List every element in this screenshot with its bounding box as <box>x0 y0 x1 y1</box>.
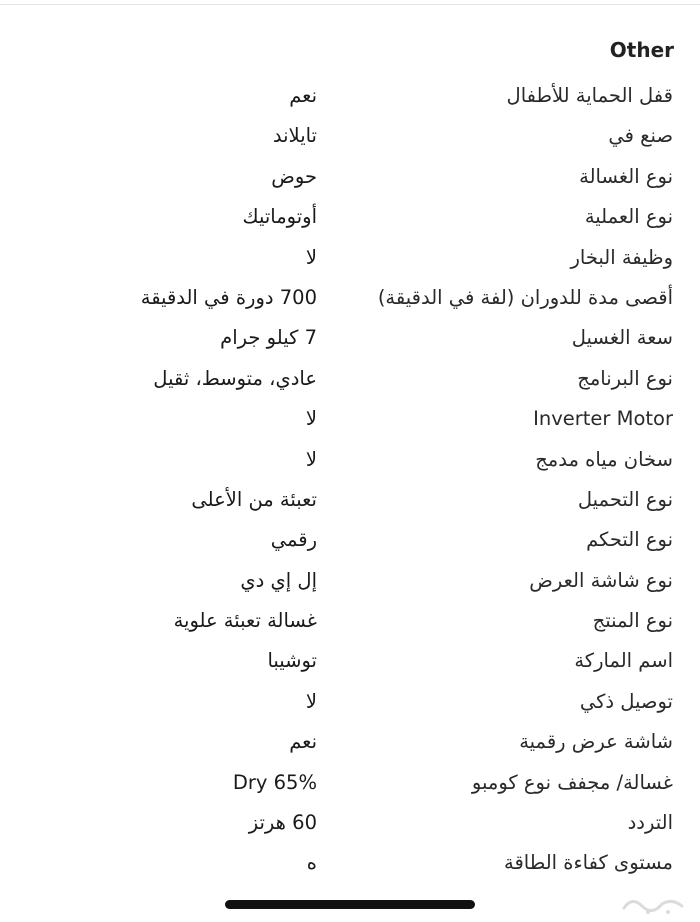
spec-label: نوع التحكم <box>586 528 673 552</box>
spec-value: تعبئة من الأعلى <box>191 487 317 511</box>
spec-row-made-in <box>0 116 700 156</box>
home-indicator[interactable] <box>225 900 475 909</box>
spec-row-operation-type <box>0 197 700 237</box>
spec-row-control-type <box>0 520 700 560</box>
spec-list <box>0 76 700 884</box>
spec-value: لا <box>305 689 317 713</box>
spec-value: أوتوماتيك <box>242 205 317 229</box>
spec-label: وظيفة البخار <box>570 245 673 269</box>
spec-label: نوع البرنامج <box>577 366 673 390</box>
spec-value: نعم <box>289 84 317 107</box>
spec-row-frequency <box>0 803 700 843</box>
spec-value: حوض <box>271 164 317 188</box>
spec-label: أقصى مدة للدوران (لفة في الدقيقة) <box>377 285 673 309</box>
spec-value: 60 هرتز <box>248 811 317 835</box>
spec-label: قفل الحماية للأطفال <box>506 84 673 107</box>
spec-value: 7 كيلو جرام <box>220 326 317 350</box>
spec-value: غسالة تعبئة علوية <box>173 609 317 633</box>
spec-row-brand-name <box>0 641 700 681</box>
spec-value: تايلاند <box>272 124 317 148</box>
spec-label: نوع شاشة العرض <box>529 568 673 592</box>
spec-label: نوع المنتج <box>592 609 673 633</box>
spec-value: 700 دورة في الدقيقة <box>140 285 317 309</box>
spec-label: نوع العملية <box>584 205 673 229</box>
spec-row-energy-efficiency <box>0 843 700 883</box>
spec-label: نوع التحميل <box>577 487 673 511</box>
spec-label: صنع في <box>608 124 673 148</box>
spec-value: لا <box>305 407 317 431</box>
spec-value: Dry 65% <box>232 770 317 794</box>
spec-value: توشيبا <box>267 649 317 673</box>
top-divider <box>0 0 700 5</box>
spec-value: نعم <box>289 730 317 754</box>
spec-row-product-type <box>0 601 700 641</box>
spec-row-steam-function <box>0 238 700 278</box>
spec-label: نوع الغسالة <box>579 164 673 188</box>
spec-value: إل إي دي <box>240 568 317 592</box>
spec-label: سعة الغسيل <box>571 326 673 350</box>
spec-label: غسالة/ مجفف نوع كومبو <box>471 770 673 794</box>
spec-row-washer-type <box>0 157 700 197</box>
spec-label: سخان مياه مدمج <box>535 447 673 471</box>
spec-value: لا <box>305 245 317 269</box>
spec-value: لا <box>305 447 317 471</box>
spec-row-water-heater <box>0 440 700 480</box>
spec-label: شاشة عرض رقمية <box>519 730 673 754</box>
spec-row-inverter-motor <box>0 399 700 439</box>
spec-label: التردد <box>627 811 673 835</box>
spec-value: عادي، متوسط، ثقيل <box>153 366 317 390</box>
spec-row-max-spin-speed <box>0 278 700 318</box>
spec-row-combo-type <box>0 763 700 803</box>
spec-value: ه <box>306 851 317 875</box>
spec-row-child-lock <box>0 76 700 116</box>
spec-row-loading-type <box>0 480 700 520</box>
spec-row-smart-connectivity <box>0 682 700 722</box>
spec-label: توصيل ذكي <box>579 689 673 713</box>
spec-row-digital-display <box>0 722 700 762</box>
spec-label: اسم الماركة <box>574 649 673 673</box>
spec-row-program-type <box>0 359 700 399</box>
spec-label: Inverter Motor <box>533 407 673 431</box>
spec-label: مستوى كفاءة الطاقة <box>503 851 673 875</box>
section-title: Other <box>609 38 674 62</box>
spec-row-wash-capacity <box>0 318 700 358</box>
spec-row-display-type <box>0 561 700 601</box>
spec-value: رقمي <box>270 528 317 552</box>
haraj-logo-watermark-icon <box>618 890 688 918</box>
